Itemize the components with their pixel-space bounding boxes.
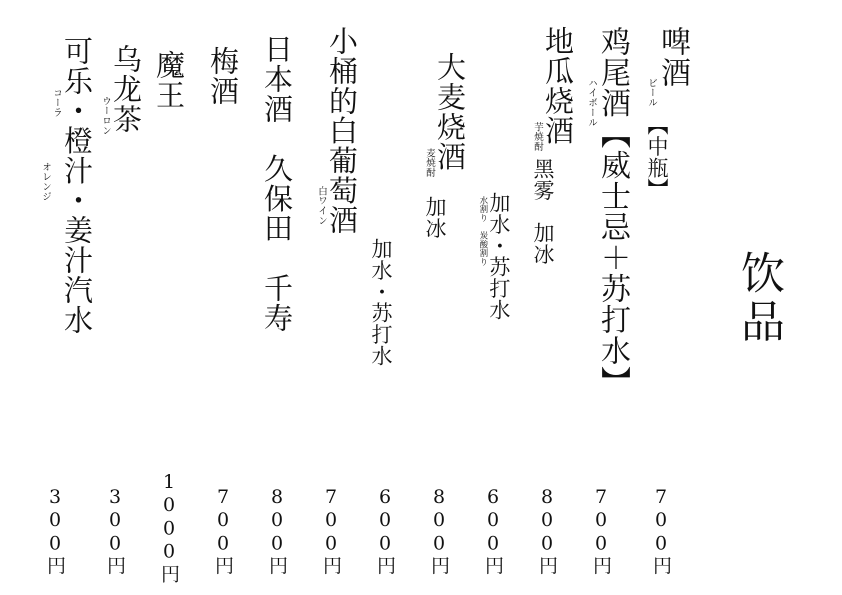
menu-item-note: 黑雾 加冰 <box>531 157 555 265</box>
menu-item-white-wine <box>316 18 370 578</box>
page-title: 饮品 <box>733 249 784 347</box>
menu-item-beer <box>646 18 700 578</box>
menu-item-ruby: 芋焼酎 <box>531 122 543 152</box>
menu-item-name-block <box>152 50 186 110</box>
page-title-column <box>700 18 816 578</box>
menu-item-ruby: コーラ <box>50 88 62 118</box>
menu-item-name: 日本酒 久保田 千寿 <box>260 34 294 333</box>
menu-item-sake-kubota-senju <box>262 18 316 578</box>
menu-item-name-block <box>206 46 240 106</box>
menu-item-note: 加冰 <box>423 195 447 239</box>
menu-item-name: 地瓜烧酒 <box>540 26 575 146</box>
menu-item-note: 【中瓶】 <box>645 113 669 200</box>
menu-item-price: 700円 <box>650 486 672 576</box>
menu-item-maou <box>152 18 208 584</box>
menu-item-price: 800円 <box>266 486 288 576</box>
menu-item-note-ruby: 水割り 炭酸割り <box>477 196 488 267</box>
menu-item-ruby: 白ワイン <box>315 186 327 226</box>
menu-item-ruby: ハイボール <box>585 78 597 128</box>
menu-item-name: 鸡尾酒【威士忌＋苏打水】 <box>594 26 630 397</box>
menu-item-price: 700円 <box>212 486 234 576</box>
menu-item-note: 加水・苏打水 <box>486 192 511 321</box>
menu-item-price: 300円 <box>104 486 126 576</box>
menu-item-highball <box>586 18 646 578</box>
menu-item-ruby: 麦焼酎 <box>423 148 435 178</box>
menu-item-ruby: ビール <box>645 78 657 108</box>
menu-item-name: 乌龙茶 <box>108 44 143 134</box>
menu-item-name-block <box>585 26 630 397</box>
menu-item-barley-shochu-mixed <box>370 18 424 578</box>
menu-item-name: 啤酒 <box>654 26 690 88</box>
menu-item-price: 700円 <box>320 486 342 576</box>
menu-item-oolong-tea <box>100 18 154 578</box>
menu-item-sweet-potato-shochu-mixed <box>478 18 532 578</box>
menu-item-note-block <box>424 196 445 239</box>
menu-item-name: 梅酒 <box>206 46 240 106</box>
menu-item-name-block <box>315 26 359 236</box>
menu-item-name-block <box>531 26 575 152</box>
menu-item-name-block <box>423 52 467 178</box>
menu-item-price: 800円 <box>536 486 558 576</box>
menu-item-ruby-orange: オレンジ <box>39 162 51 202</box>
menu-item-name: 魔王 <box>152 50 186 110</box>
menu-item-sweet-potato-shochu-rocks <box>532 18 586 578</box>
menu-item-price: 300円 <box>44 486 66 576</box>
menu-item-price: 600円 <box>482 486 504 576</box>
menu-item-price: 600円 <box>374 486 396 576</box>
menu-item-name-block <box>260 34 294 333</box>
menu-item-note-block <box>646 114 667 200</box>
menu-item-plum-wine <box>208 18 262 578</box>
menu-item-name: 可乐・橙汁・姜汁汽水 <box>59 36 94 335</box>
menu-item-price: 1000円 <box>158 471 180 584</box>
menu-item-soft-drinks <box>40 18 100 578</box>
menu-item-price: 800円 <box>428 486 450 576</box>
menu-item-price: 700円 <box>590 486 612 576</box>
menu-item-name: 小桶的白葡萄酒 <box>324 26 359 236</box>
menu-item-barley-shochu-rocks <box>424 18 478 578</box>
menu-item-name-block <box>645 26 690 108</box>
menu-item-name-block <box>99 44 143 136</box>
menu-item-note-block <box>478 192 509 321</box>
menu-item-name-block <box>39 36 94 335</box>
menu-item-note-block <box>370 238 391 367</box>
menu-item-note-block <box>532 158 553 265</box>
menu-item-name: 大麦烧酒 <box>432 52 467 172</box>
menu-item-ruby: ウーロン <box>99 96 111 136</box>
menu-item-note: 加水・苏打水 <box>369 238 393 367</box>
